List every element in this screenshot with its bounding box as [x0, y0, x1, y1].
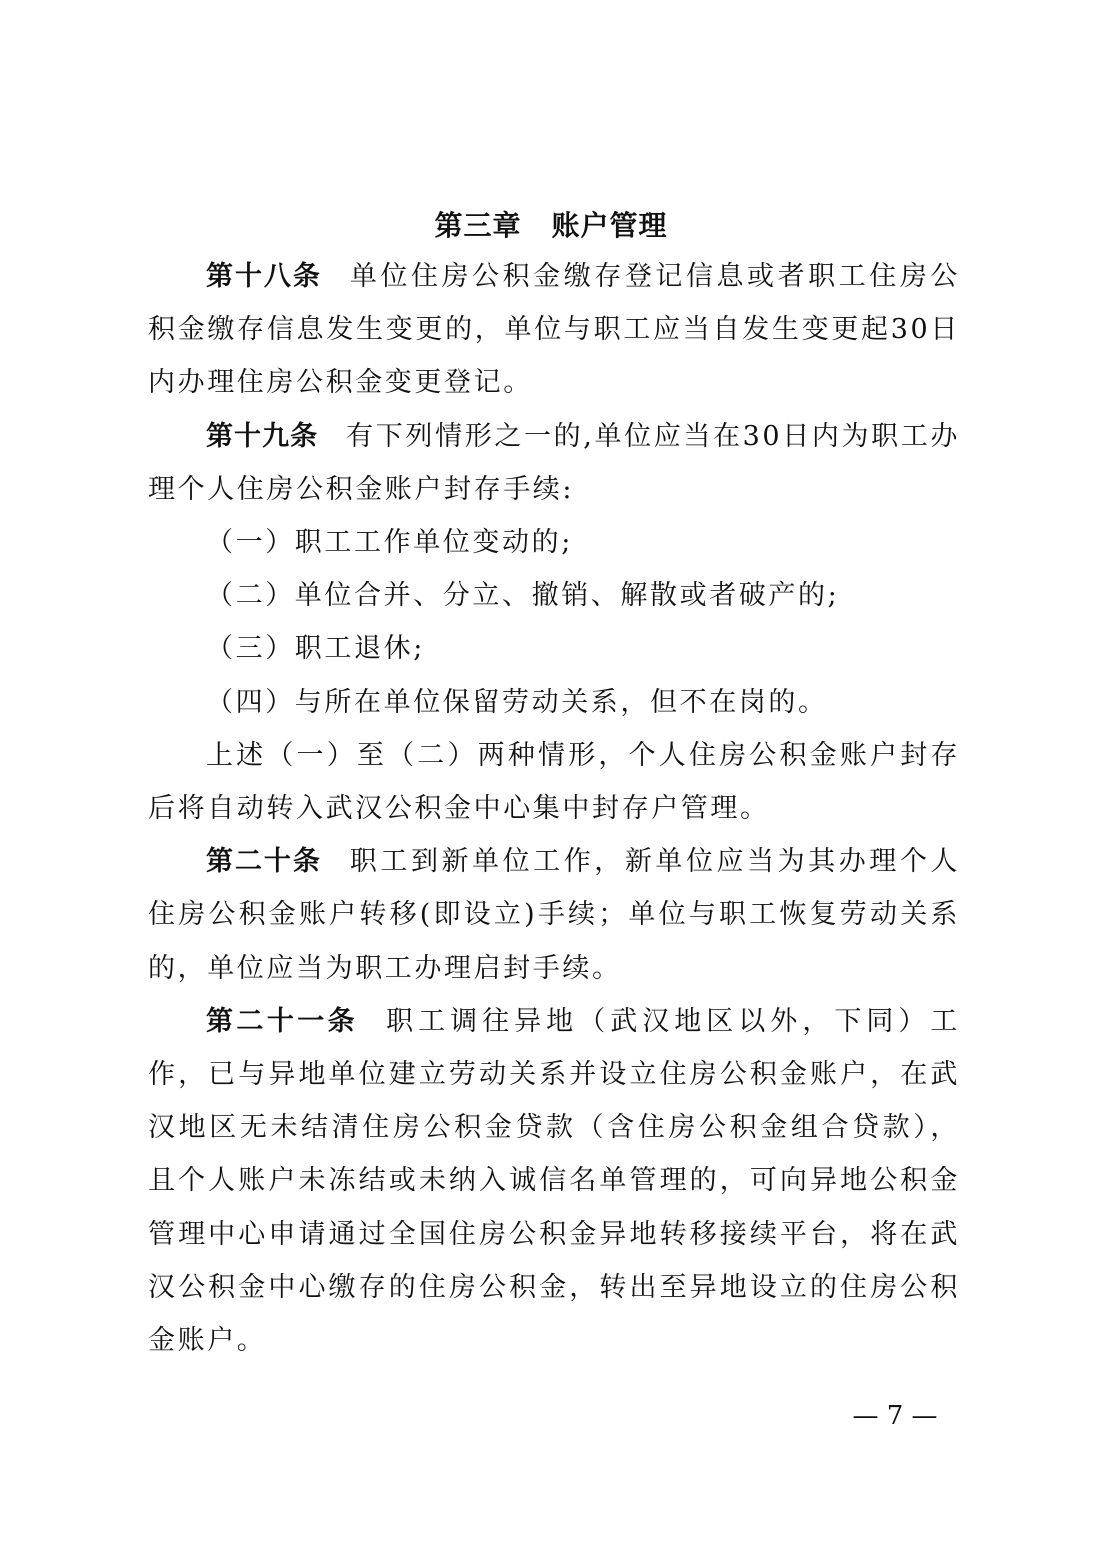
article-19-note: 上述（一）至（二）两种情形，个人住房公积金账户封存后将自动转入武汉公积金中心集中封存户管理。 [148, 739, 960, 825]
page-number: — 7 — [852, 1401, 938, 1431]
chapter-title: 账户管理 [551, 209, 668, 242]
article-18-text: 单位住房公积金缴存登记信息或者职工住房公积金缴存信息发生变更的，单位与职工应当自发生变更起30日内办理住房公积金变更登记。 [148, 261, 961, 399]
article-21-label: 第二十一条 [206, 1005, 359, 1037]
article-19-label: 第十九条 [206, 420, 319, 452]
article-21-text: 职工调往异地（武汉地区以外，下同）工作，已与异地单位建立劳动关系并设立住房公积金账户，在武汉地区无未结清住房公积金贷款（含住房公积金组合贷款），且个人账户未冻结或未纳入诚信名单管理的，可向异地公积金管理中心申请通过全国住房公积金异地转移接续平台，将在武汉公积金中心缴存的住房公积金，转出至异地设立的住房公积金账户。 [148, 1005, 960, 1357]
article-18 [148, 250, 960, 410]
article-19 [148, 410, 960, 516]
article-20-text: 职工到新单位工作，新单位应当为其办理个人住房公积金账户转移(即设立)手续；单位与职工恢复劳动关系的，单位应当为职工办理启封手续。 [148, 846, 961, 984]
chapter-number: 第三章 [434, 209, 522, 242]
article-19-item-4: （四）与所在单位保留劳动关系，但不在岗的。 [206, 686, 828, 718]
article-21 [148, 995, 960, 1367]
article-19-item-3: （三）职工退休; [206, 633, 425, 665]
chapter-heading [0, 200, 1102, 252]
article-20 [148, 835, 960, 995]
article-20-label: 第二十条 [206, 846, 322, 878]
article-19-text: 有下列情形之一的,单位应当在30日内为职工办理个人住房公积金账户封存手续: [148, 420, 961, 505]
article-18-label: 第十八条 [206, 261, 322, 292]
article-19-item-2: （二）单位合并、分立、撤销、解散或者破产的; [206, 580, 840, 612]
document-body [148, 250, 960, 1367]
article-19-item-1: （一）职工工作单位变动的; [206, 527, 573, 559]
